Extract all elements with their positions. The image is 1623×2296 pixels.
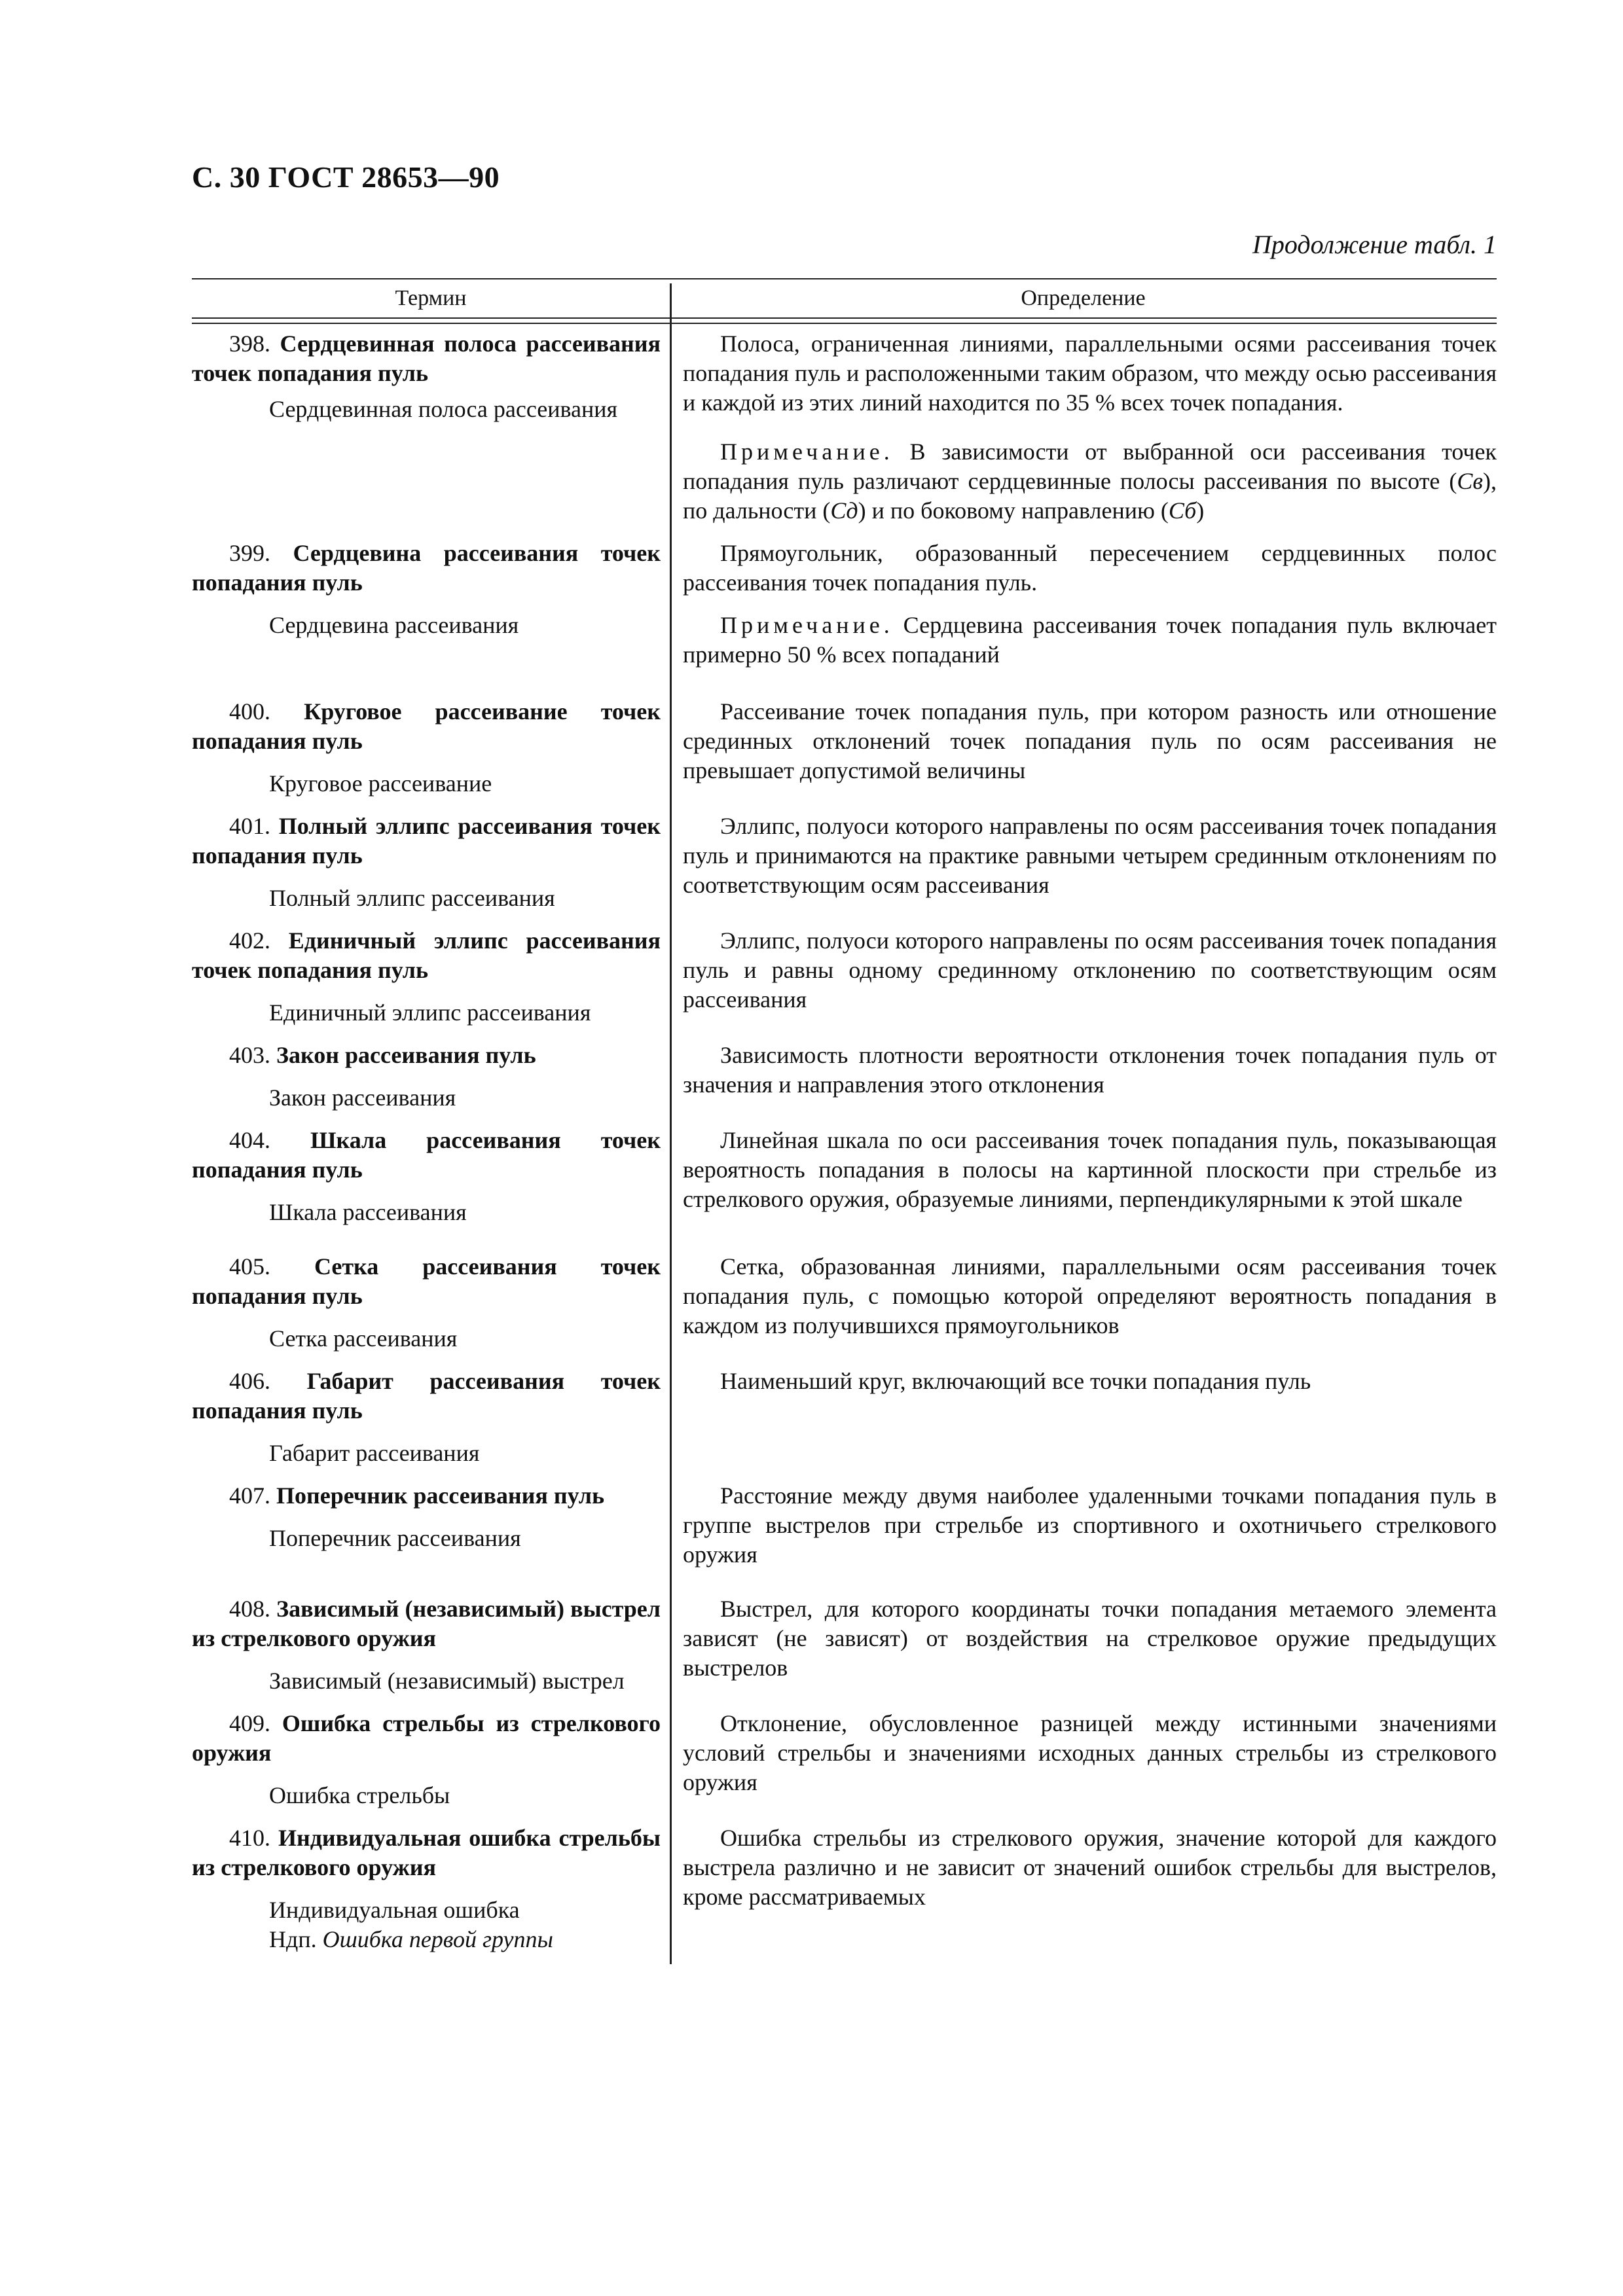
definition-text: Ошибка стрельбы из стрелкового оружия, значение которой для каждого выстрела различно и не зависит от значений ошибок стрельбы для выстрелов, кроме рассматриваемых (683, 1825, 1497, 1910)
term-heading (192, 1367, 661, 1426)
note: Примечание. Сердцевина рассеивания точек попадания пуль включает примерно 50 % всех попаданий (683, 612, 1497, 668)
table-row (192, 1709, 1497, 1810)
term-heading (192, 1041, 661, 1070)
note-label: Примечание. (720, 439, 894, 465)
ndp-label: Ндп. (269, 1926, 317, 1952)
note: Примечание. В зависимости от выбранной оси рассеивания точек попадания пуль различают сердцевинные полосы рассеивания по высоте (Св), по дальности (Сд) и по боковому направлению (Сб) (683, 439, 1497, 524)
definition-text: Выстрел, для которого координаты точки попадания метаемого элемента зависят (не зависят) от воздействия на стрелковое оружие предыдущих выстрелов (683, 1596, 1497, 1681)
terms-table (192, 278, 1497, 1954)
page-title: С. 30 ГОСТ 28653—90 (192, 160, 500, 194)
term-title: Зависимый (независимый) выстрел из стрелкового оружия (192, 1596, 661, 1651)
entry-number: 406. (229, 1368, 270, 1394)
term-heading (192, 1709, 661, 1768)
note-label: Примечание. (720, 612, 894, 638)
table-header-row (192, 279, 1497, 317)
definition-text: Линейная шкала по оси рассеивания точек попадания пуль, показывающая вероятность попадания в полосы на картинной плоскости при стрельбе из стрелкового оружия, образуемые линиями, перпендикулярными к этой шкале (683, 1127, 1497, 1212)
short-term: Шкала рассеивания (269, 1199, 467, 1225)
definition-text: Отклонение, обусловленное разницей между истинными значениями условий стрельбы и значениями исходных данных стрельбы из стрелкового оружия (683, 1710, 1497, 1795)
table-row (192, 539, 1497, 670)
table-row (192, 926, 1497, 1028)
short-term: Индивидуальная ошибка (269, 1897, 520, 1923)
definition-text: Полоса, ограниченная линиями, параллельными осями рассеивания точек попадания пуль и расположенными таким образом, что между осью рассеивания и каждой из этих линий находится по 35 % всех точек попадания. (683, 331, 1497, 416)
table-continuation-label: Продолжение табл. 1 (1252, 230, 1497, 259)
term-heading (192, 1823, 661, 1882)
term-title: Сердцевина рассеивания точек попадания пуль (192, 540, 661, 596)
definition-text: Расстояние между двумя наиболее удаленными точками попадания пуль в группе выстрелов при стрельбе из спортивного и охотничьего стрелкового оружия (683, 1482, 1497, 1568)
entry-number: 400. (229, 698, 270, 725)
definition-text: Рассеивание точек попадания пуль, при котором разность или отношение срединных отклонений точек попадания пуль по осям рассеивания не превышает допустимой величины (683, 698, 1497, 783)
short-term: Габарит рассеивания (269, 1440, 480, 1466)
term-heading (192, 1252, 661, 1311)
definition-text: Зависимость плотности вероятности отклонения точек попадания пуль от значения и направления этого отклонения (683, 1042, 1497, 1098)
entry-number: 399. (229, 540, 270, 566)
term-title: Круговое рассеивание точек попадания пуль (192, 698, 661, 754)
term-title: Полный эллипс рассеивания точек попадания пуль (192, 813, 661, 869)
term-title: Индивидуальная ошибка стрельбы из стрелкового оружия (192, 1825, 661, 1880)
definition-text: Прямоугольник, образованный пересечением сердцевинных полос рассеивания точек попадания пуль. (683, 540, 1497, 596)
entry-number: 407. (229, 1482, 270, 1509)
definition-text: Эллипс, полуоси которого направлены по осям рассеивания точек попадания пуль и принимаются на практике равными четырем срединным отклонениям по соответствующим осям рассеивания (683, 813, 1497, 898)
definition-text: Наименьший круг, включающий все точки попадания пуль (720, 1368, 1311, 1394)
definition-text: Эллипс, полуоси которого направлены по осям рассеивания точек попадания пуль и равны одному срединному отклонению по соответствующим осям рассеивания (683, 927, 1497, 1013)
column-header-definition: Определение (1021, 286, 1146, 310)
entry-number: 401. (229, 813, 270, 839)
term-title: Единичный эллипс рассеивания точек попадания пуль (192, 927, 661, 983)
table-row (192, 697, 1497, 798)
table-row (192, 1126, 1497, 1227)
table-body (192, 329, 1497, 1954)
entry-number: 398. (229, 331, 270, 357)
short-term: Сердцевинная полоса рассеивания (269, 396, 618, 422)
term-heading (192, 697, 661, 756)
table-row (192, 1823, 1497, 1954)
entry-number: 402. (229, 927, 270, 954)
column-divider (670, 283, 672, 1964)
table-row (192, 1481, 1497, 1570)
term-heading (192, 329, 661, 388)
ndp-term: Ошибка первой группы (322, 1926, 553, 1952)
term-title: Сердцевинная полоса рассеивания точек попадания пуль (192, 331, 661, 386)
table-row (192, 1041, 1497, 1113)
term-heading (192, 1126, 661, 1185)
entry-number: 403. (229, 1042, 270, 1068)
short-term: Полный эллипс рассеивания (269, 885, 555, 911)
column-header-term: Термин (395, 286, 467, 310)
term-title: Закон рассеивания пуль (276, 1042, 536, 1068)
table-row (192, 329, 1497, 526)
short-term: Круговое рассеивание (269, 770, 492, 797)
entry-number: 408. (229, 1596, 270, 1622)
table-row (192, 812, 1497, 913)
term-title: Шкала рассеивания точек попадания пуль (192, 1127, 661, 1183)
term-heading (192, 812, 661, 870)
short-term: Сердцевина рассеивания (269, 612, 519, 638)
term-heading (192, 539, 661, 598)
table-row (192, 1367, 1497, 1468)
table-row (192, 1594, 1497, 1696)
short-term: Ошибка стрельбы (269, 1782, 450, 1808)
entry-number: 404. (229, 1127, 270, 1153)
term-title: Габарит рассеивания точек попадания пуль (192, 1368, 661, 1424)
short-term: Сетка рассеивания (269, 1325, 458, 1352)
short-term: Закон рассеивания (269, 1085, 456, 1111)
deprecated-term (192, 1925, 661, 1954)
definition-text: Сетка, образованная линиями, параллельными осям рассеивания точек попадания пуль, с помощью которой определяют вероятность попадания в каждом из получившихся прямоугольников (683, 1253, 1497, 1338)
table-row (192, 1252, 1497, 1354)
entry-number: 405. (229, 1253, 270, 1280)
entry-number: 409. (229, 1710, 270, 1736)
term-title: Поперечник рассеивания пуль (276, 1482, 604, 1509)
term-title: Сетка рассеивания точек попадания пуль (192, 1253, 661, 1309)
term-heading (192, 926, 661, 985)
table-header-rule (192, 317, 1497, 324)
term-title: Ошибка стрельбы из стрелкового оружия (192, 1710, 661, 1766)
term-heading (192, 1481, 661, 1511)
term-heading (192, 1594, 661, 1653)
short-term: Поперечник рассеивания (269, 1525, 521, 1551)
entry-number: 410. (229, 1825, 270, 1851)
short-term: Единичный эллипс рассеивания (269, 999, 591, 1026)
short-term: Зависимый (независимый) выстрел (269, 1668, 625, 1694)
